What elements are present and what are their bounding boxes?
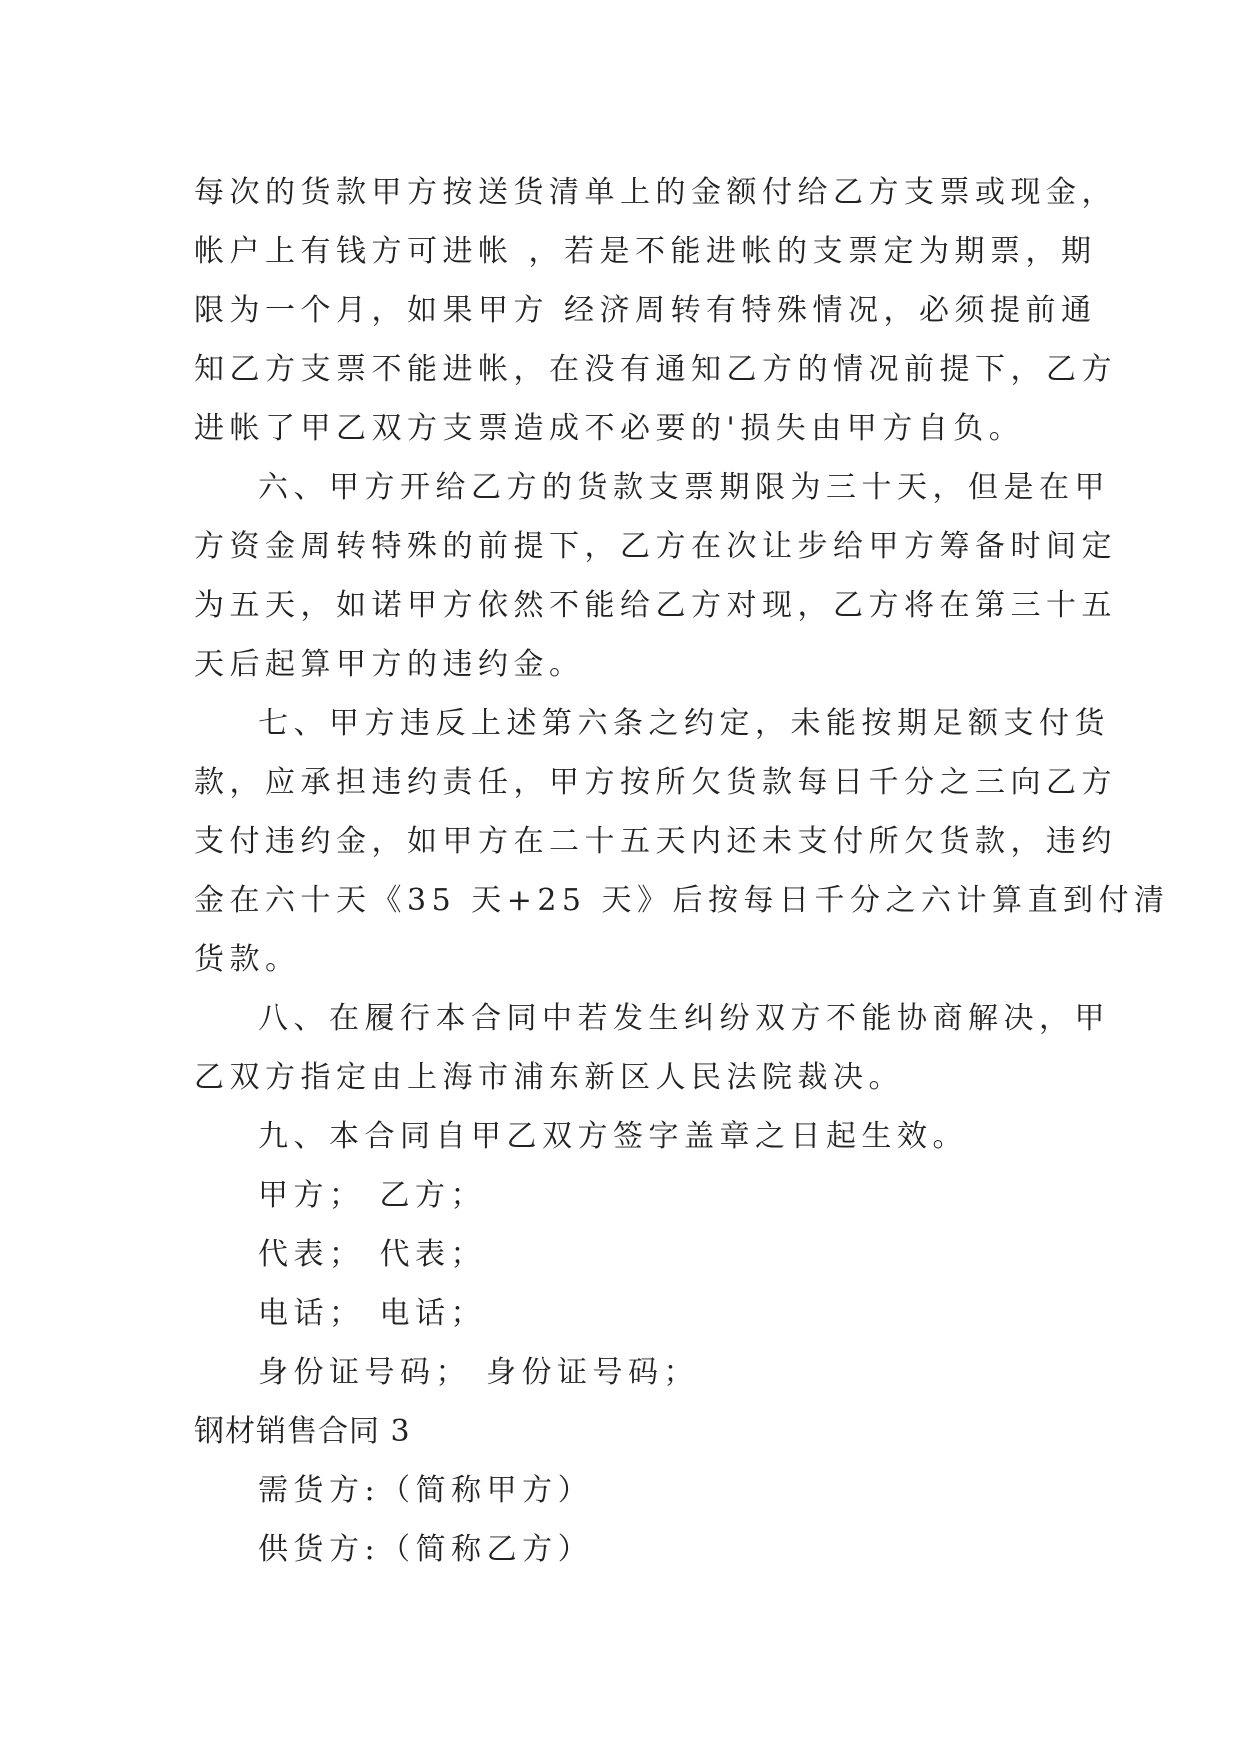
text-line: 货款。 — [194, 942, 301, 977]
signature-id-line: 身份证号码； 身份证号码； — [258, 1355, 700, 1390]
text-line: 方资金周转特殊的前提下，乙方在次让步给甲方筹备时间定 — [194, 529, 1117, 564]
buyer-line: 需货方:（简称甲方） — [258, 1473, 594, 1508]
text-line: 天后起算甲方的违约金。 — [194, 647, 585, 682]
document-body — [194, 163, 1170, 1579]
text-line: 为五天，如诺甲方依然不能给乙方对现，乙方将在第三十五 — [194, 588, 1117, 623]
text-line: 乙双方指定由上海市浦东新区人民法院裁决。 — [194, 1060, 904, 1095]
text-line: 每次的货款甲方按送货清单上的金额付给乙方支票或现金， — [194, 175, 1117, 210]
text-line: 帐户上有钱方可进帐 ，若是不能进帐的支票定为期票，期 — [194, 234, 1097, 269]
clause-eight: 八、在履行本合同中若发生纠纷双方不能协商解决，甲 — [258, 1001, 1110, 1036]
text-line: 支付违约金，如甲方在二十五天内还未支付所欠货款，违约 — [194, 824, 1117, 859]
signature-party-line: 甲方； 乙方； — [258, 1178, 487, 1213]
text-line: 金在六十天《35 天+25 天》后按每日千分之六计算直到付清 — [194, 883, 1170, 918]
signature-representative-line: 代表； 代表； — [258, 1237, 487, 1272]
clause-nine: 九、本合同自甲乙双方签字盖章之日起生效。 — [258, 1119, 968, 1154]
signature-phone-line: 电话； 电话； — [258, 1296, 487, 1331]
clause-six: 六、甲方开给乙方的货款支票期限为三十天，但是在甲 — [258, 470, 1110, 505]
text-line: 款，应承担违约责任，甲方按所欠货款每日千分之三向乙方 — [194, 765, 1117, 800]
text-line: 限为一个月，如果甲方 经济周转有特殊情况，必须提前通 — [194, 293, 1097, 328]
text-line: 进帐了甲乙双方支票造成不必要的'损失由甲方自负。 — [194, 411, 1025, 446]
supplier-line: 供货方:（简称乙方） — [258, 1532, 594, 1567]
text-line: 知乙方支票不能进帐，在没有通知乙方的情况前提下，乙方 — [194, 352, 1117, 387]
contract-heading: 钢材销售合同 3 — [194, 1414, 411, 1449]
clause-seven: 七、甲方违反上述第六条之约定，未能按期足额支付货 — [258, 706, 1110, 741]
